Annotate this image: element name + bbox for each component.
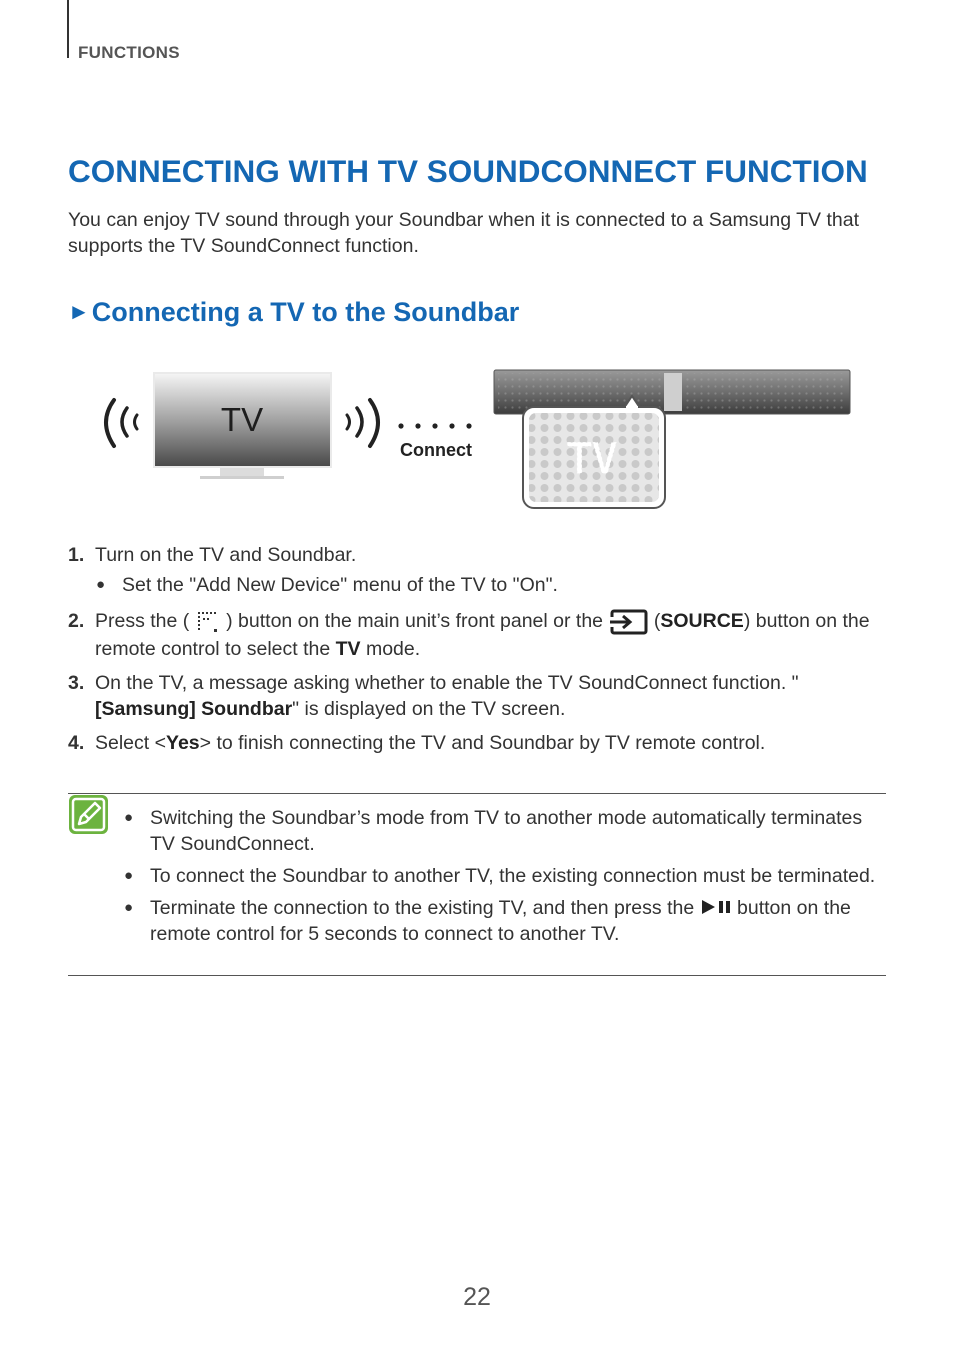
- step-text-part: Select <: [95, 732, 167, 754]
- step-4: [68, 730, 888, 756]
- note-pencil-icon: [68, 794, 109, 835]
- note-text: To connect the Soundbar to another TV, the existing connection must be terminated.: [150, 865, 876, 887]
- note-text: Terminate the connection to the existing TV, and then press the: [150, 897, 695, 919]
- steps-list: [68, 542, 888, 764]
- wireless-signal-right-icon: [347, 400, 378, 446]
- step-number: 3.: [68, 672, 85, 694]
- display-tv-label: TV: [566, 434, 618, 483]
- bullet-icon: ●: [124, 899, 134, 916]
- tv-screen-label: TV: [220, 401, 264, 438]
- note-box: [68, 793, 886, 976]
- page-number: 22: [463, 1283, 491, 1311]
- subheading: [68, 297, 519, 328]
- tv-keyword: TV: [335, 638, 361, 660]
- bullet-icon: ●: [124, 867, 134, 884]
- play-pause-icon: [700, 898, 732, 916]
- step-text-part: " is displayed on the TV screen.: [292, 698, 566, 720]
- header-rule: [67, 0, 69, 58]
- step-text-part: mode.: [365, 638, 421, 660]
- note-item: [122, 805, 882, 857]
- subheading-text: Connecting a TV to the Soundbar: [91, 297, 520, 327]
- step-1: [68, 542, 888, 598]
- step-number: 4.: [68, 732, 85, 754]
- note-text: button on the remote control for 5 seconds to connect to another TV.: [150, 897, 851, 945]
- step-2: [68, 608, 888, 662]
- step-text-part: ) button on the remote control to select the: [95, 610, 870, 660]
- step-1-sub-bullet: [95, 572, 888, 598]
- sub-bullet-text: Set the "Add New Device" menu of the TV to "On".: [122, 574, 558, 596]
- bullet-icon: ●: [124, 809, 134, 826]
- source-input-icon: [608, 608, 648, 636]
- step-text-part: On the TV, a message asking whether to enable the TV SoundConnect function. ": [95, 672, 799, 694]
- function-button-icon: [195, 608, 221, 636]
- step-number: 1.: [68, 544, 85, 566]
- connection-diagram: [96, 362, 856, 512]
- step-3: [68, 670, 888, 722]
- step-text-part: > to finish connecting the TV and Soundbar by TV remote control.: [199, 732, 766, 754]
- note-item: [122, 863, 882, 889]
- device-name-keyword: [Samsung] Soundbar: [95, 698, 293, 720]
- note-list: [122, 805, 882, 953]
- step-text: Turn on the TV and Soundbar.: [95, 544, 357, 566]
- intro-paragraph: You can enjoy TV sound through your Soundbar when it is connected to a Samsung TV that supports the TV SoundConnect function.: [68, 209, 859, 257]
- step-text-part: ) button on the main unit’s front panel or the: [226, 610, 604, 633]
- connection-dots: [398, 423, 471, 428]
- section-label: FUNCTIONS: [78, 43, 180, 62]
- source-keyword: SOURCE: [660, 610, 744, 633]
- note-text: Switching the Soundbar’s mode from TV to another mode automatically terminates TV SoundConnect.: [150, 807, 863, 855]
- step-number: 2.: [68, 610, 85, 632]
- note-item: [122, 895, 882, 947]
- step-text-part: Press the (: [95, 610, 190, 633]
- connect-label: Connect: [400, 440, 472, 460]
- triangle-marker-icon: ►: [68, 299, 90, 324]
- step-text-part: (: [653, 610, 661, 633]
- page-title: CONNECTING WITH TV SOUNDCONNECT FUNCTION: [68, 153, 868, 189]
- yes-keyword: Yes: [166, 732, 200, 754]
- bullet-icon: ●: [96, 576, 106, 593]
- wireless-signal-left-icon: [106, 400, 137, 446]
